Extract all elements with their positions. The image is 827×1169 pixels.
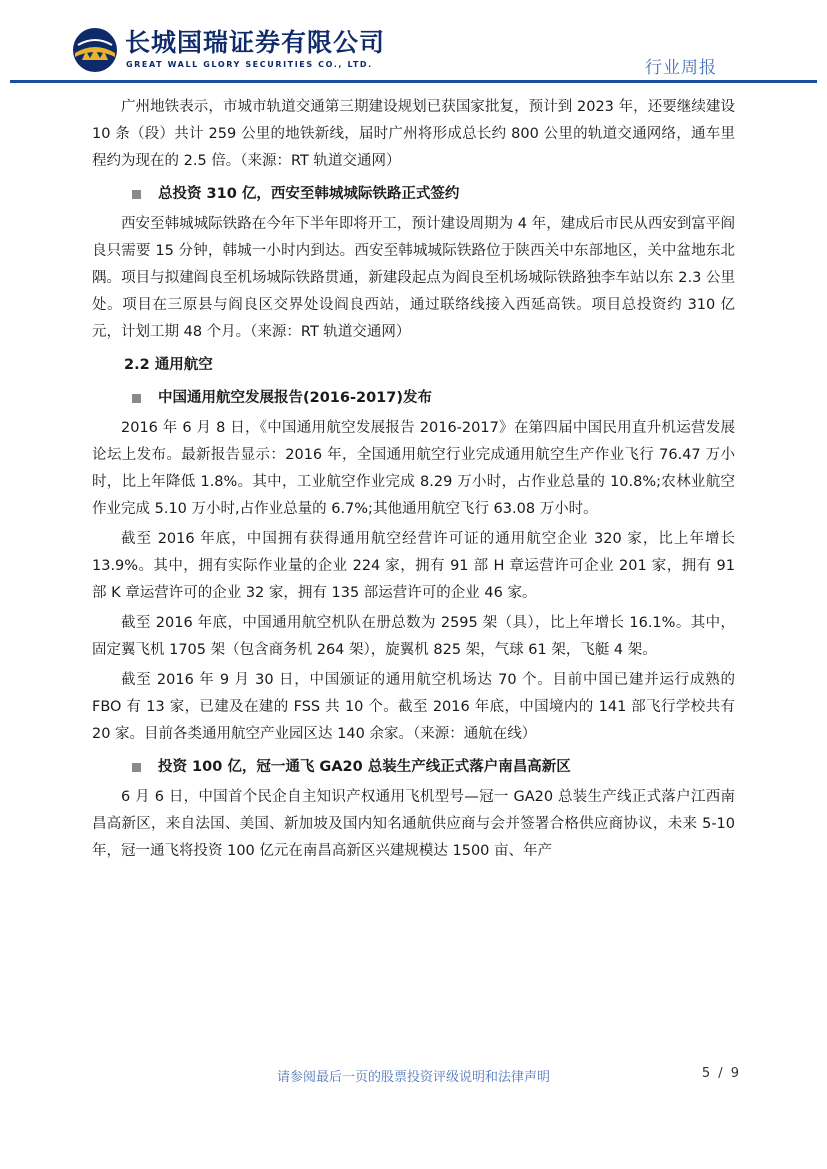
paragraph-aviation-enterprises: 截至 2016 年底，中国拥有获得通用航空经营许可证的通用航空企业 320 家，比上年增长 13.9%。其中，拥有实际作业量的企业 224 家，拥有 91 部 H 章运营许可企业 201 家，拥有 91 部 K 章运营许可的企业 32 家，拥有 135 部运营许可的企业 46 家。 <box>92 531 735 601</box>
paragraph-ga20: 6 月 6 日，中国首个民企自主知识产权通用飞机型号—冠一 GA20 总装生产线正式落户江西南昌高新区，来自法国、美国、新加坡及国内知名通航供应商与会并签署合格供应商协议，未来 5-10 年，冠一通飞将投资 100 亿元在南昌高新区兴建规模达 1500 亩、年产 <box>92 789 735 859</box>
bullet-heading-ga20 <box>92 751 735 784</box>
document-body <box>92 94 735 868</box>
bullet-heading-text: 中国通用航空发展报告(2016-2017)发布 <box>158 390 432 406</box>
bullet-heading-text: 投资 100 亿，冠一通飞 GA20 总装生产线正式落户南昌高新区 <box>158 759 571 775</box>
bullet-heading-xian-hancheng <box>92 178 735 211</box>
bullet-heading-text: 总投资 310 亿，西安至韩城城际铁路正式签约 <box>158 186 460 202</box>
square-bullet-icon <box>132 190 141 199</box>
bullet-heading-aviation-report <box>92 382 735 415</box>
paragraph-aviation-report: 2016 年 6 月 8 日，《中国通用航空发展报告 2016-2017》在第四届中国民用直升机运营发展论坛上发布。最新报告显示：2016 年，全国通用航空行业完成通用航空生产作业飞行 76.47 万小时，比上年降低 1.8%。其中，工业航空作业完成 8.29 万小时，占作业总量的 10.8%;农林业航空作业完成 5.10 万小时,占作业总量的 6.7%;其他通用航空飞行 63.08 万小时。 <box>92 420 735 517</box>
company-name-en: GREAT WALL GLORY SECURITIES CO., LTD. <box>126 60 373 69</box>
company-name-cn: 长城国瑞证券有限公司 <box>125 28 386 57</box>
paragraph-aviation-fleet: 截至 2016 年底，中国通用航空机队在册总数为 2595 架（具），比上年增长 16.1%。其中，固定翼飞机 1705 架（包含商务机 264 架），旋翼机 825 架，气球 61 架，飞艇 4 架。 <box>92 615 735 658</box>
paragraph-aviation-airports: 截至 2016 年 9 月 30 日，中国颁证的通用航空机场达 70 个。目前中国已建并运行成熟的 FBO 有 13 家，已建及在建的 FSS 共 10 个。截至 2016 年底，中国境内的 141 部飞行学校共有 20 家。目前各类通用航空产业园区达 140 余家。（来源：通航在线） <box>92 672 735 742</box>
header-divider <box>10 80 817 83</box>
square-bullet-icon <box>132 394 141 403</box>
paragraph-xian-hancheng: 西安至韩城城际铁路在今年下半年即将开工，预计建设周期为 4 年，建成后市民从西安到富平阎良只需要 15 分钟，韩城一小时内到达。西安至韩城城际铁路位于陕西关中东部地区，关中盆地东北隅。项目与拟建阎良至机场城际铁路贯通，新建段起点为阎良至机场城际铁路独李车站以东 2.3 公里处。项目在三原县与阎良区交界处设阎良西站，通过联络线接入西延高铁。项目总投资约 310 亿元，计划工期 48 个月。（来源：RT 轨道交通网） <box>92 216 735 340</box>
great-wall-logo-icon <box>72 27 118 73</box>
square-bullet-icon <box>132 763 141 772</box>
paragraph-guangzhou-metro: 广州地铁表示，市城市轨道交通第三期建设规划已获国家批复，预计到 2023 年，还要继续建设 10 条（段）共计 259 公里的地铁新线，届时广州将形成总长约 800 公里的轨道交通网络，通车里程约为现在的 2.5 倍。（来源：RT 轨道交通网） <box>92 99 735 169</box>
report-type-label: 行业周报 <box>645 58 717 78</box>
section-heading-general-aviation: 2.2 通用航空 <box>124 357 213 373</box>
page-header <box>0 0 827 90</box>
footer-disclaimer: 请参阅最后一页的股票投资评级说明和法律声明 <box>276 1070 550 1085</box>
page-number: 5 / 9 <box>701 1066 741 1081</box>
